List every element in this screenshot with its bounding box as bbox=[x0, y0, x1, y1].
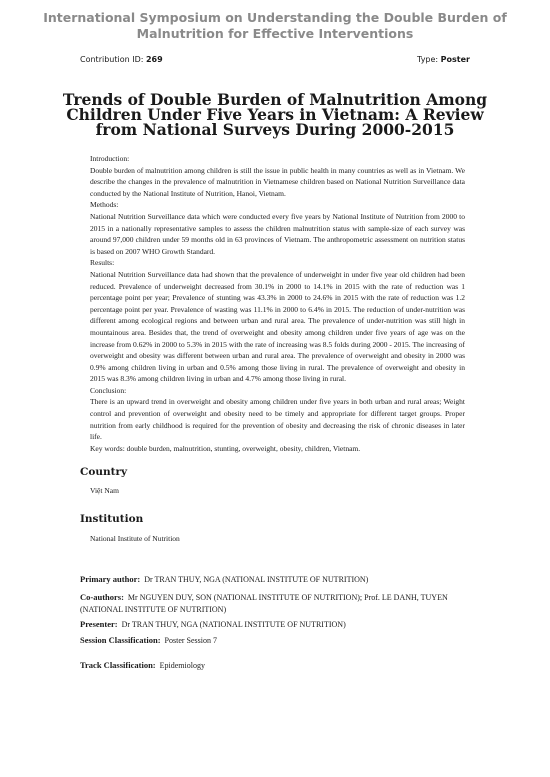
title-line-1: Trends of Double Burden of Malnutrition Among bbox=[62, 90, 488, 109]
abstract-heading-introduction: Introduction: bbox=[90, 154, 130, 163]
presenter bbox=[80, 619, 470, 631]
presenter-value: Dr TRAN THUY, NGA (NATIONAL INSTITUTE OF NUTRITION) bbox=[121, 620, 346, 629]
abstract-heading-results: Results: bbox=[90, 258, 115, 268]
session-classification-value: Poster Session 7 bbox=[164, 636, 217, 645]
abstract-paragraph-conclusion: There is an upward trend in overweight and obesity among children under five years in both urban and rural areas; Weight control and prevention of overweight and obesity need to be timely and appropriate for different target groups. Proper nutrition from early childhood is required for the prevention of obesity and decreasing the risk of chronic diseases in later life. bbox=[90, 397, 465, 442]
contribution-meta bbox=[80, 55, 470, 67]
header-line-2: Malnutrition for Effective Interventions bbox=[136, 26, 414, 41]
header-line-1: International Symposium on Understanding the Double Burden of bbox=[43, 10, 507, 25]
title-line-3: from National Surveys During 2000-2015 bbox=[95, 120, 455, 139]
primary-author-value: Dr TRAN THUY, NGA (NATIONAL INSTITUTE OF NUTRITION) bbox=[144, 575, 369, 584]
session-classification bbox=[80, 635, 470, 647]
symposium-header bbox=[0, 10, 550, 42]
contribution-id-value: 269 bbox=[145, 55, 163, 64]
presenter-label: Presenter: bbox=[80, 619, 118, 629]
contribution-type bbox=[417, 55, 470, 64]
country-heading: Country bbox=[80, 466, 128, 478]
track-classification bbox=[80, 660, 470, 672]
type-value: Poster bbox=[440, 55, 470, 64]
abstract-keywords: Key words: double burden, malnutrition, stunting, overweight, obesity, children, Vietnam. bbox=[90, 443, 361, 453]
primary-author-label: Primary author: bbox=[80, 574, 141, 584]
primary-author bbox=[80, 574, 470, 586]
abstract-heading-methods: Methods: bbox=[90, 200, 119, 210]
track-classification-value: Epidemiology bbox=[159, 661, 205, 670]
title-line-2: Children Under Five Years in Vietnam: A Review bbox=[66, 105, 484, 124]
abstract-heading-conclusion: Conclusion: bbox=[90, 385, 127, 395]
co-authors-value: Mr NGUYEN DUY, SON (NATIONAL INSTITUTE OF NUTRITION); Prof. LE DANH, TUYEN (NATIONAL INSTITUTE OF NUTRITION) bbox=[80, 593, 448, 614]
institution-value: National Institute of Nutrition bbox=[90, 534, 180, 543]
abstract-paragraph-methods: National Nutrition Surveillance data which were conducted every five years by National Institute of Nutrition from 2000 to 2015 in a nationally representative samples to assess the children malnutrition status with sample-size of each survey was around 97,000 children under 59 months old in 63 provinces of Vietnam. The anthropometric assessment on nutrition status is based on 2007 WHO Growth Standard. bbox=[90, 211, 465, 256]
type-label: Type: bbox=[417, 55, 439, 64]
track-classification-label: Track Classification: bbox=[80, 660, 156, 670]
contribution-id-label: Contribution ID: bbox=[80, 55, 144, 64]
country-value: Việt Nam bbox=[90, 486, 119, 495]
session-classification-label: Session Classification: bbox=[80, 635, 161, 645]
abstract-paragraph-results: National Nutrition Surveillance data had shown that the prevalence of underweight in under five year old children had been reduced. Prevalence of underweight decreased from 30.1% in 2000 to 14.1% in 2015 with the rate of reduction was 1 percentage point per year; Prevalence of stunting was 43.3% in 2000 to 24.6% in 2015 with the rate of reduction was 1.2 percentage point per year. Prevalence of wasting was 11.1% in 2000 to 6.4% in 2015. The reduction of under-nutrition was different among ecological regions and between urban and rural area. The prevalence of under-nutrition was still high in mountainous area. Besides that, the trend of overweight and obesity among children under five years of age was on the increase from 0.62% in 2000 to 5.3% in 2015 with the rate of increasing was 8.5 folds during 2000 - 2015. The increasing of overweight and obesity was different between urban and rural area. The prevalence of overweight and obesity in 2000 was 0.9% among children living in urban and 0.5% among those living in rural. The prevalence of overweight and obesity in 2015 was 8.3% among children living in urban and 4.7% among those living in rural. bbox=[90, 269, 465, 384]
co-authors-label: Co-authors: bbox=[80, 592, 124, 602]
contribution-id bbox=[80, 55, 163, 64]
abstract-paragraph-introduction: Double burden of malnutrition among children is still the issue in public health in many countries as well as in Vietnam. We describe the changes in the prevalence of malnutrition in Vietnamese children based on National Nutrition Surveillance data conducted by the National Institute of Nutrition, Hanoi, Vietnam. bbox=[90, 165, 465, 198]
institution-heading: Institution bbox=[80, 513, 144, 525]
paper-title bbox=[60, 92, 490, 137]
co-authors bbox=[80, 592, 470, 615]
abstract bbox=[90, 153, 465, 454]
